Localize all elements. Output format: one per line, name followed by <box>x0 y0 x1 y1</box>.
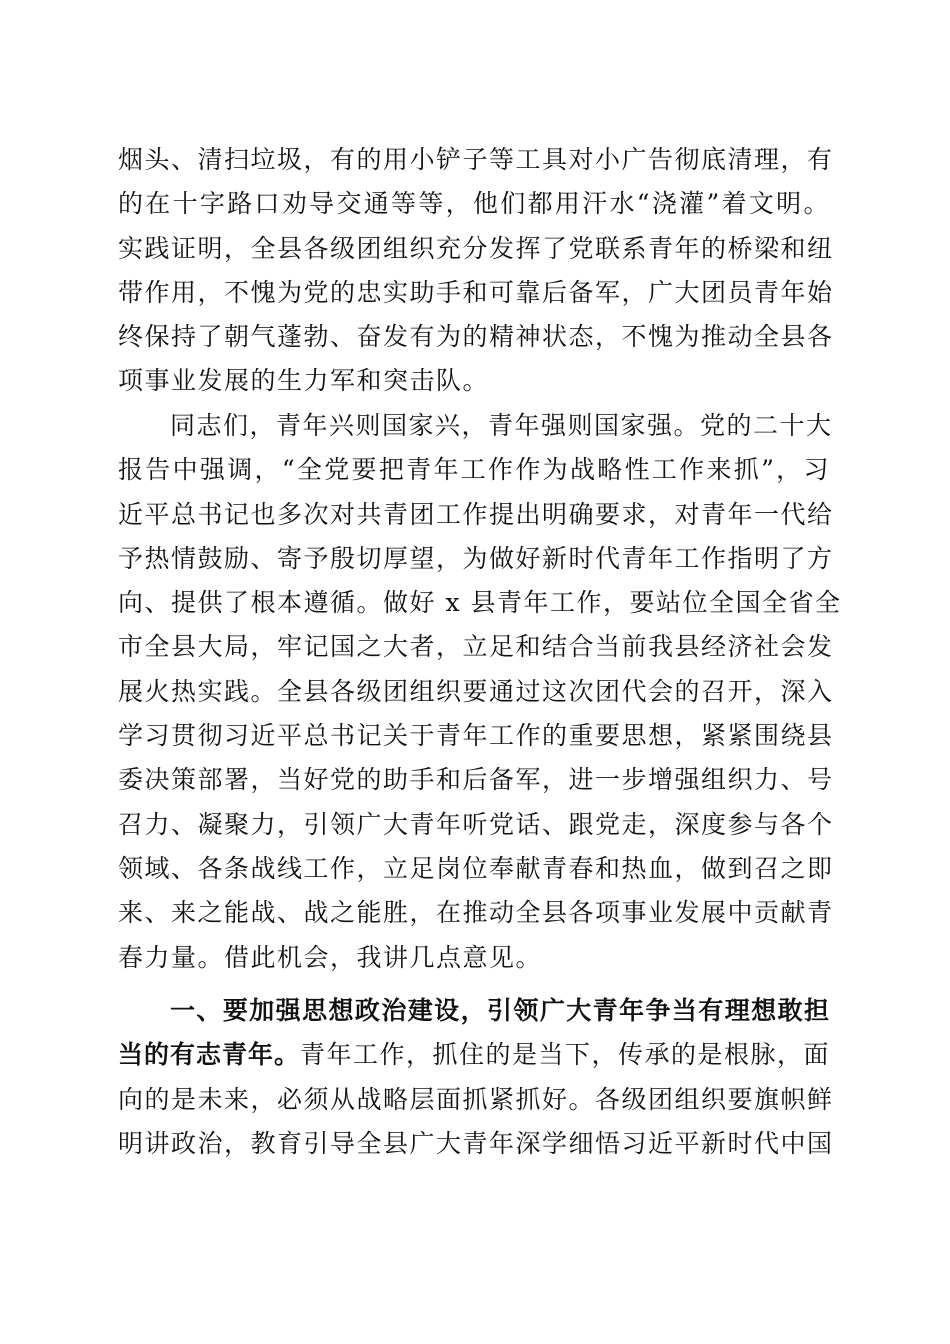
text-line: 展火热实践。全县各级团组织要通过这次团代会的召开，深入 <box>118 676 834 706</box>
text-line: 报告中强调，“全党要把青年工作作为战略性工作来抓”，习 <box>118 455 830 485</box>
text-line: 明讲政治，教育引导全县广大青年深学细悟习近平新时代中国 <box>118 1128 834 1158</box>
text-line: 委决策部署，当好党的助手和后备军，进一步增强组织力、号 <box>118 765 834 795</box>
text-line: 领域、各条战线工作，立足岗位奉献青春和热血，做到召之即 <box>118 853 834 883</box>
text-line: 终保持了朝气蓬勃、奋发有为的精神状态，不愧为推动全县各 <box>118 322 834 352</box>
text-line: 近平总书记也多次对共青团工作提出明确要求，对青年一代给 <box>118 499 834 529</box>
text-line: 带作用，不愧为党的忠实助手和可靠后备军，广大团员青年始 <box>118 277 834 307</box>
text-line: 向的是未来，必须从战略层面抓紧抓好。各级团组织要旗帜鲜 <box>118 1084 834 1114</box>
text-line <box>118 1033 830 1077</box>
paragraph-3 <box>118 989 834 1166</box>
section-heading: 一、要加强思想政治建设，引领广大青年争当有理想敢担 <box>170 996 830 1025</box>
text-line: 向、提供了根本遵循。做好 x 县青年工作，要站位全国全省全 <box>118 588 842 618</box>
text-line: 烟头、清扫垃圾，有的用小铲子等工具对小广告彻底清理，有 <box>118 145 834 174</box>
paragraph-2 <box>118 404 842 980</box>
section-heading-tail: 当的有志青年。 <box>118 1040 301 1070</box>
paragraph-1 <box>118 138 834 404</box>
text-run: 青年工作，抓住的是当下，传承的是根脉，面 <box>300 1040 831 1070</box>
text-line: 市全县大局，牢记国之大者，立足和结合当前我县经济社会发 <box>118 632 834 662</box>
text-line: 春力量。借此机会，我讲几点意见。 <box>118 942 543 972</box>
text-line: 予热情鼓励、寄予殷切厚望，为做好新时代青年工作指明了方 <box>118 543 834 573</box>
text-line: 同志们，青年兴则国家兴，青年强则国家强。党的二十大 <box>170 411 833 440</box>
text-line: 项事业发展的生力军和突击队。 <box>118 366 490 396</box>
text-line: 召力、凝聚力，引领广大青年听党话、跟党走，深度参与各个 <box>118 809 834 839</box>
text-line: 实践证明，全县各级团组织充分发挥了党联系青年的桥梁和纽 <box>118 233 834 263</box>
text-line: 的在十字路口劝导交通等等，他们都用汗水“浇灌”着文明。 <box>118 189 830 219</box>
text-line: 学习贯彻习近平总书记关于青年工作的重要思想，紧紧围绕县 <box>118 721 834 751</box>
text-line: 来、来之能战、战之能胜，在推动全县各项事业发展中贡献青 <box>118 898 834 928</box>
